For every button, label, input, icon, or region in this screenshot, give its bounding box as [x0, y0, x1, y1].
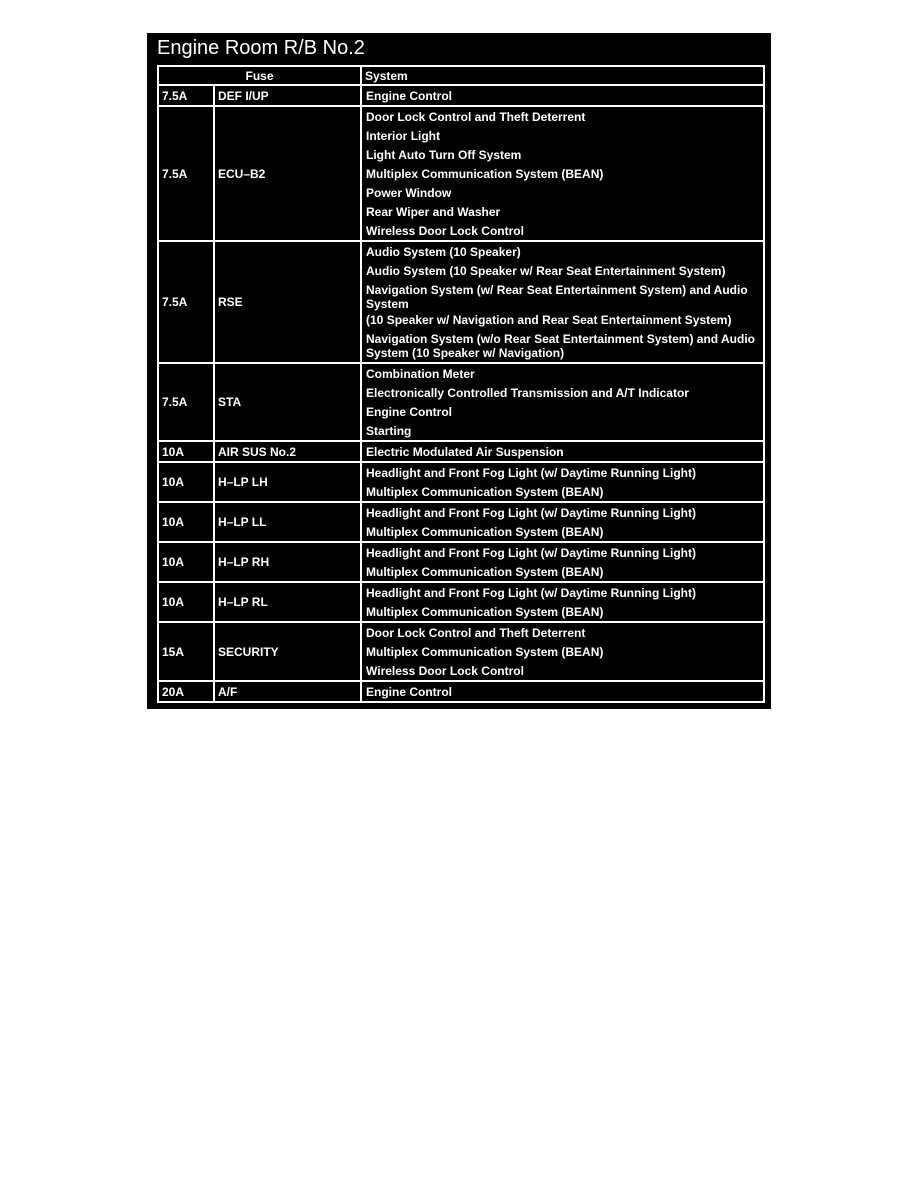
system-item: Headlight and Front Fog Light (w/ Daytime Running Light)	[366, 506, 696, 520]
system-item: Rear Wiper and Washer	[366, 205, 501, 219]
system-item: Engine Control	[366, 405, 453, 419]
table-row	[158, 462, 764, 502]
system-cell	[361, 106, 764, 241]
fuse-amperage: 10A	[158, 542, 214, 582]
system-item: Wireless Door Lock Control	[366, 224, 524, 238]
system-item: Headlight and Front Fog Light (w/ Daytime Running Light)	[366, 466, 696, 480]
fuse-name: SECURITY	[214, 622, 361, 681]
system-item: Interior Light	[366, 129, 441, 143]
fuse-table	[157, 65, 765, 703]
table-row	[158, 241, 764, 363]
system-cell	[361, 85, 764, 106]
system-item: Headlight and Front Fog Light (w/ Daytime Running Light)	[366, 586, 696, 600]
system-item: Multiplex Communication System (BEAN)	[366, 565, 604, 579]
system-item: Light Auto Turn Off System	[366, 148, 522, 162]
table-row	[158, 502, 764, 542]
system-item: Engine Control	[366, 685, 453, 699]
system-item: Electric Modulated Air Suspension	[366, 445, 564, 459]
table-row	[158, 85, 764, 106]
fuse-name: H–LP LH	[214, 462, 361, 502]
system-item: Door Lock Control and Theft Deterrent	[366, 110, 586, 124]
system-item: Electronically Controlled Transmission and A/T Indicator	[366, 386, 689, 400]
header-fuse: Fuse	[158, 66, 361, 85]
system-item: Wireless Door Lock Control	[366, 664, 524, 678]
table-row	[158, 582, 764, 622]
fuse-amperage: 20A	[158, 681, 214, 702]
table-row	[158, 441, 764, 462]
fuse-amperage: 7.5A	[158, 106, 214, 241]
fuse-amperage: 10A	[158, 502, 214, 542]
system-cell	[361, 582, 764, 622]
system-item: Combination Meter	[366, 367, 475, 381]
system-item: Door Lock Control and Theft Deterrent	[366, 626, 586, 640]
system-item: Multiplex Communication System (BEAN)	[366, 485, 604, 499]
fuse-name: A/F	[214, 681, 361, 702]
system-cell	[361, 441, 764, 462]
fuse-name: RSE	[214, 241, 361, 363]
system-item: Power Window	[366, 186, 452, 200]
fuse-name: ECU–B2	[214, 106, 361, 241]
fuse-amperage: 10A	[158, 582, 214, 622]
fuse-table-panel	[147, 33, 771, 709]
table-row	[158, 106, 764, 241]
system-item: Audio System (10 Speaker)	[366, 245, 521, 259]
fuse-name: AIR SUS No.2	[214, 441, 361, 462]
system-item: Starting	[366, 424, 412, 438]
system-cell	[361, 363, 764, 441]
system-item: Audio System (10 Speaker w/ Rear Seat Entertainment System)	[366, 264, 726, 278]
header-system: System	[361, 66, 764, 85]
table-row	[158, 542, 764, 582]
system-item: Multiplex Communication System (BEAN)	[366, 645, 604, 659]
fuse-amperage: 15A	[158, 622, 214, 681]
fuse-amperage: 7.5A	[158, 241, 214, 363]
system-cell	[361, 462, 764, 502]
fuse-name: H–LP LL	[214, 502, 361, 542]
system-cell	[361, 241, 764, 363]
system-item: Multiplex Communication System (BEAN)	[366, 525, 604, 539]
system-cell	[361, 681, 764, 702]
system-item: Multiplex Communication System (BEAN)	[366, 167, 604, 181]
fuse-name: DEF I/UP	[214, 85, 361, 106]
fuse-name: H–LP RH	[214, 542, 361, 582]
system-item: Navigation System (w/o Rear Seat Entertainment System) and Audio System (10 Speaker w/ Navigation)	[366, 332, 755, 360]
system-cell	[361, 542, 764, 582]
table-row	[158, 622, 764, 681]
fuse-name: STA	[214, 363, 361, 441]
system-item: (10 Speaker w/ Navigation and Rear Seat Entertainment System)	[366, 313, 732, 327]
document-title: Engine Room R/B No.2	[157, 37, 365, 59]
system-item: Headlight and Front Fog Light (w/ Daytime Running Light)	[366, 546, 696, 560]
system-item: Engine Control	[366, 89, 453, 103]
system-item: Navigation System (w/ Rear Seat Entertainment System) and Audio System	[366, 283, 748, 311]
system-cell	[361, 502, 764, 542]
fuse-amperage: 7.5A	[158, 363, 214, 441]
fuse-amperage: 10A	[158, 462, 214, 502]
system-item: Multiplex Communication System (BEAN)	[366, 605, 604, 619]
fuse-amperage: 10A	[158, 441, 214, 462]
fuse-name: H–LP RL	[214, 582, 361, 622]
table-row	[158, 681, 764, 702]
system-cell	[361, 622, 764, 681]
table-row	[158, 363, 764, 441]
fuse-amperage: 7.5A	[158, 85, 214, 106]
